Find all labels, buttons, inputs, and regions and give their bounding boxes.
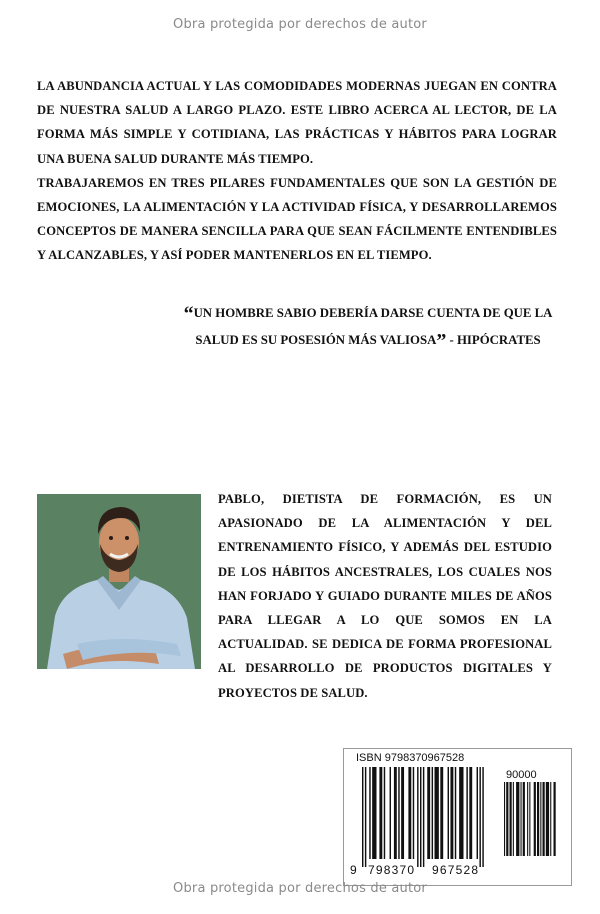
barcode-bar [450, 767, 453, 859]
barcode-bar [423, 767, 424, 867]
isbn-number: ISBN 9798370967528 [356, 752, 465, 764]
barcode-bar [365, 767, 366, 867]
barcode-bar [537, 782, 539, 856]
barcode-bar [420, 767, 421, 867]
barcode-bar [394, 767, 397, 859]
barcode-bar [427, 767, 430, 859]
barcode-bar [543, 782, 545, 856]
barcode-bar [384, 767, 385, 859]
barcode-bar [521, 782, 522, 856]
barcode-bar [440, 767, 443, 859]
ean13-bars [362, 767, 500, 867]
isbn-barcode [343, 748, 572, 886]
barcode-bar [510, 782, 512, 856]
barcode-bar [504, 782, 505, 856]
barcode-bar [401, 767, 404, 859]
barcode-bar [554, 782, 556, 856]
price-code: 90000 [506, 769, 537, 781]
barcode-bar [379, 767, 382, 859]
barcode-bar [459, 767, 463, 859]
barcode-bar [435, 767, 439, 859]
blurb-paragraph-1: LA ABUNDANCIA ACTUAL Y LAS COMODIDADES MODERNAS JUEGAN EN CONTRA DE NUESTRA SALUD A LARGO PLAZO. ESTE LIBRO ACERCA AL LECTOR, DE LA FORMA MÁS SIMPLE Y COTIDIANA, LAS PRÁCTICAS Y HÁBITOS PARA LOGRAR UNA BUENA SALUD DURANTE MÁS TIEMPO. [37, 79, 557, 166]
barcode-bar [513, 782, 514, 856]
barcode-bar [469, 767, 472, 859]
barcode-right-digits: 967528 [432, 863, 480, 877]
barcode-bar [506, 782, 508, 856]
book-blurb [37, 74, 557, 268]
barcode-bar [529, 782, 530, 856]
barcode-bar [516, 782, 519, 856]
barcode-bar [369, 767, 370, 859]
barcode-bar [466, 767, 467, 859]
quote-close-mark: ” [436, 330, 447, 352]
barcode-bar [417, 767, 418, 867]
blurb-paragraph-2: TRABAJAREMOS EN TRES PILARES FUNDAMENTALES QUE SON LA GESTIÓN DE EMOCIONES, LA ALIMENTACIÓN Y LA ACTIVIDAD FÍSICA, Y DESARROLLAREMOS CONCEPTOS DE MANERA SENCILLA PARA QUE SEAN FÁCILMENTE ENTENDIBLES Y ALCANZABLES, Y ASÍ PODER MANTENERLOS EN EL TIEMPO. [37, 175, 557, 263]
barcode-bar [540, 782, 541, 856]
quote-open-mark: “ [183, 303, 194, 325]
barcode-bar [550, 782, 551, 856]
barcode-bar [534, 782, 536, 856]
barcode-bar [527, 782, 528, 856]
barcode-bar [408, 767, 411, 859]
author-bio: PABLO, DIETISTA DE FORMACIÓN, ES UN APASIONADO DE LA ALIMENTACIÓN Y DEL ENTRENAMIENTO FÍSICO, Y ADEMÁS DEL ESTUDIO DE LOS HÁBITOS ANCESTRALES, LOS CUALES NOS HAN FORJADO Y GUIADO DURANTE MILES DE AÑOS PARA LLEGAR A LO QUE SOMOS EN LA ACTUALIDAD. SE DEDICA DE FORMA PROFESIONAL AL DESARROLLO DE PRODUCTOS DIGITALES Y PROYECTOS DE SALUD. [218, 492, 552, 700]
barcode-bar [523, 782, 525, 856]
copyright-watermark-top: Obra protegida por derechos de autor [173, 17, 427, 32]
author-photo [37, 494, 201, 669]
barcode-bar [479, 767, 480, 867]
quote-attribution: - HIPÓCRATES [446, 333, 541, 347]
barcode-bar [432, 767, 433, 859]
barcode-bar [546, 782, 549, 856]
barcode-first-digit: 9 [350, 863, 357, 877]
quote-text: UN HOMBRE SABIO DEBERÍA DARSE CUENTA DE QUE LA SALUD ES SU POSESIÓN MÁS VALIOSA [193, 306, 553, 347]
barcode-bar [413, 767, 414, 859]
barcode-left-digits: 798370 [368, 863, 416, 877]
barcode-bar [398, 767, 399, 859]
barcode-bar [455, 767, 456, 859]
barcode-bar [362, 767, 363, 867]
barcode-bar [372, 767, 376, 859]
addon-bars [504, 782, 559, 864]
barcode-bar [477, 767, 478, 859]
barcode-bar [390, 767, 391, 859]
copyright-watermark-bottom: Obra protegida por derechos de autor [173, 881, 427, 896]
hippocrates-quote [168, 300, 568, 354]
barcode-bar [482, 767, 483, 867]
barcode-bar [448, 767, 449, 859]
